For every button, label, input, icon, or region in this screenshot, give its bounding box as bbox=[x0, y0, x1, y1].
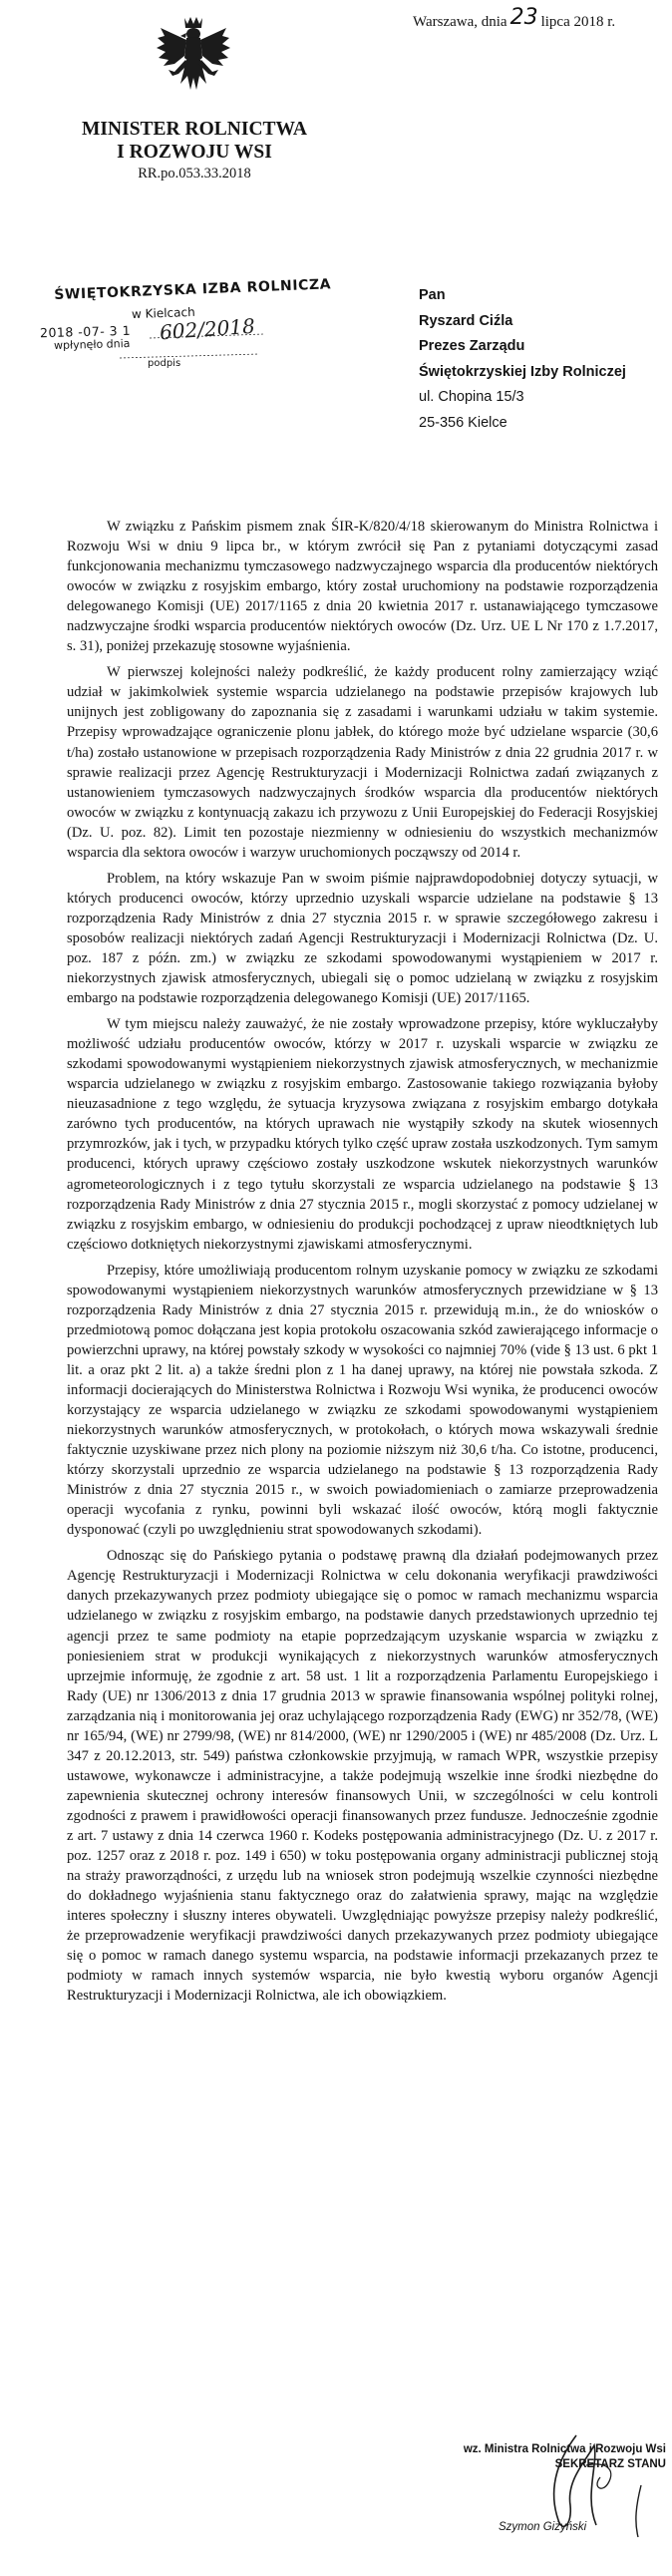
recipient-organization: Świętokrzyskiej Izby Rolniczej bbox=[419, 363, 626, 380]
recipient-name: Ryszard Ciźla bbox=[419, 312, 513, 329]
paragraph: Problem, na który wskazuje Pan w swoim piśmie najprawdopodobniej dotyczy sytuacji, w których producenci owoców, którzy uprzednio uzyskali wsparcie udzielane na podstawie § 13 rozporządzenia Rady Ministrów z dnia 27 stycznia 2015 r. w sprawie szczegółowego zakresu i sposobów realizacji niektórych zadań Agencji Restrukturyzacji i Modernizacji Rolnictwa (Dz. U. poz. 187 z późn. zm.) w związku ze szkodami spowodowanymi wystąpieniem w 2017 r. niekorzystnych zjawisk atmosferycznych, ubiegali się o pomoc udzielaną w związku z rosyjskim embargo na podstawie rozporządzenia delegowanego Komisji (UE) 2017/1165. bbox=[67, 870, 658, 1007]
paragraph: W tym miejscu należy zauważyć, że nie zostały wprowadzone przepisy, które wykluczałyby możliwość udziału producentów owoców, którzy w 2017 r. uzyskali wsparcie w związku ze szkodami spowodowanymi wystąpieniem niekorzystnych zjawisk atmosferycznych, w mechanizmie wsparcia udzielanego w związku z rosyjskim embargo. Zastosowanie takiego rozwiązania byłoby nieuzasadnione z tego względu, że sytuacja kryzysowa związana z rosyjskim embargo dotykała zarówno tych producentów, na których uprawach nie wystąpiły szkody na skutek wiosennych przymrozków, jak i tych, w przypadku których tylko część upraw została uszkodzonych. Tym samym producenci, których uprawy częściowo zostały uszkodzone wskutek niekorzystnych warunków agrometeorologicznych i z tego tytułu skorzystali ze wsparcia udzielanego na podstawie § 13 rozporządzenia Rady Ministrów z dnia 27 stycznia 2015 r., mogli skorzystać z pomocy udzielanej w związku z rosyjskim embargo, w odniesieniu do produkcji pochodzącej z upraw nieodtkniętych lub częściowo dotkniętych niekorzystnymi zjawiskami atmosferycznymi. bbox=[67, 1016, 658, 1253]
recipient-address bbox=[419, 283, 658, 436]
recipient-salutation: Pan bbox=[419, 287, 446, 303]
paragraph: W pierwszej kolejności należy podkreślić, że każdy producent rolny zamierzający wziąć udział w jakimkolwiek systemie wsparcia udzielanego na podstawie przepisów krajowych lub unijnych jest zobligowany do zapoznania się z zasadami i warunkami udziału w takim systemie. Przepisy wprowadzające ograniczenie plonu jabłek, do którego może być udzielane wsparcie (30,6 t/ha) zostało ustanowione w przepisach rozporządzenia Rady Ministrów z dnia 22 grudnia 2017 r. w sprawie realizacji przez Agencję Restrukturyzacji i Modernizacji Rolnictwa zadań związanych z ustanowieniem tymczasowych nadzwyczajnych środków wsparcia dla producentów niektórych owoców w związku z kontynuacją zakazu ich przywozu z Unii Europejskiej do Federacji Rosyjskiej (Dz. U. poz. 82). Limit ten pozostaje niezmienny w odniesieniu do wszystkich mechanizmów wsparcia dla sektora owoców i warzyw uruchomionych począwszy od 2014 r. bbox=[67, 664, 658, 861]
paragraph: Odnosząc się do Pańskiego pytania o podstawę prawną dla działań podejmowanych przez Agencję Restrukturyzacji i Modernizacji Rolnictwa w celu dokonania weryfikacji prawdziwości danych przekazywanych przez podmioty ubiegające się o pomoc w ramach mechanizmu wsparcia udzielanego w związku z rosyjskim embargo, na podstawie danych przedstawionych uprzednio tej agencji przez te same podmioty na etapie poprzedzającym uzyskanie wsparcia w związku z poniesieniem strat w produkcji wynikających z niekorzystnych warunków atmosferycznych uprzejmie informuję, że zgodnie z art. 58 ust. 1 lit a rozporządzenia Parlamentu Europejskiego i Rady (UE) nr 1306/2013 z dnia 17 grudnia 2013 w sprawie finansowania wspólnej polityki rolnej, zarządzania nią i monitorowania jej oraz uchylającego rozporządzenia Rady (EWG) nr 352/78, (WE) nr 165/94, (WE) nr 2799/98, (WE) nr 814/2000, (WE) nr 1290/2005 i (WE) nr 485/2008 (Dz. Urz. L 347 z 20.12.2013, str. 549) państwa członkowskie przyjmują, w ramach WPR, wszystkie przepisy ustawowe, wykonawcze i administracyjne, a także podejmują wszelkie inne środki niezbędne do zapewnienia skutecznej ochrony interesów finansowych Unii, w szczególności w celu kontroli zgodności z prawem i prawidłowości operacji finansowanych przez fundusze. Jednocześnie zgodnie z art. 7 ustawy z dnia 14 czerwca 1960 r. Kodeks postępowania administracyjnego (Dz. U. z 2017 r. poz. 1257 oraz z 2018 r. poz. 149 i 650) w toku postępowania organy administracji publicznej stoją na straży praworządności, z urzędu lub na wniosek stron podejmują wszelkie czynności niezbędne do dokładnego wyjaśnienia stanu faktycznego oraz do załatwienia sprawy, mając na względzie interes społeczny i słuszny interes obywateli. Uwzględniając powyższe przepisy należy podkreślić, że przeprowadzenie weryfikacji prawdziwości danych przekazywanych przez podmioty ubiegające się o pomoc w ramach danego systemu wsparcia, na podstawie informacji przekazanych przez te podmioty w ramach innych systemów wsparcia, nie było kwestią wyboru organów Agencji Restrukturyzacji i Modernizacji Rolnictwa, ale ich obowiązkiem. bbox=[67, 1548, 658, 2005]
date-line bbox=[413, 7, 615, 32]
ministry-line-2: I ROZWOJU WSI bbox=[117, 142, 272, 163]
reference-number: RR.po.053.33.2018 bbox=[138, 166, 251, 182]
recipient-street: ul. Chopina 15/3 bbox=[419, 389, 524, 405]
ministry-name bbox=[60, 118, 329, 164]
polish-eagle-emblem-icon bbox=[155, 14, 232, 102]
signature-title bbox=[412, 2442, 666, 2472]
recipient-position: Prezes Zarządu bbox=[419, 338, 525, 354]
date-prefix: Warszawa, dnia bbox=[413, 14, 507, 30]
stamp-handwritten-number: 602/2018 bbox=[159, 313, 256, 345]
stamp-date: 2018 -07- 3 1 bbox=[39, 322, 132, 341]
paragraph: Przepisy, które umożliwiają producentom rolnym uzyskanie pomocy w związku ze szkodami spowodowanymi wystąpieniem niekorzystnych warunków atmosferycznych przewidziane w § 13 rozporządzenia Rady Ministrów z dnia 27 stycznia 2015 r. przewidują m.in., że do wniosków o przedmiotową pomoc dołączana jest kopia protokołu oszacowania szkód zawierającego informacje o powierzchni uprawy, na której powstały szkody w wysokości co najmniej 70% (vide § 13 ust. 6 pkt 1 lit. a oraz pkt 2 lit. a) a także średni plon z 1 ha danej uprawy, na której nie powstała szkoda. Z informacji docierających do Ministerstwa Rolnictwa i Rozwoju Wsi wynika, że producenci owoców korzystający ze wsparcia udzielanego w związku ze szkodami spowodowanymi wystąpieniem niekorzystnych warunków atmosferycznych, w protokołach, o których mowa wskazywali średnie faktycznie uzyskiwane przez nich plony na poziomie niższym niż 30,6 t/ha. Co istotne, producenci, którzy skorzystali uprzednio ze wsparcia udzielanego na podstawie § 13 rozporządzenia Rady Ministrów z dnia 27 stycznia 2015 r., w swoich powiadomieniach o zamiarze przeprowadzenia operacji wycofania z rynku, powinni byli wskazać ilość owoców, którą mogli faktycznie dysponować (czyli po uwzględnieniu strat spowodowanych szkodami). bbox=[67, 1262, 658, 1539]
signature-line-1: wz. Ministra Rolnictwa i Rozwoju Wsi bbox=[463, 2443, 666, 2455]
stamp-institution: ŚWIĘTOKRZYSKA IZBA ROLNICZA bbox=[54, 276, 332, 303]
date-day-handwritten: 23 bbox=[509, 5, 538, 30]
recipient-city: 25-356 Kielce bbox=[419, 414, 507, 431]
stamp-city: w Kielcach bbox=[131, 304, 195, 322]
paragraph: W związku z Pańskim pismem znak ŚIR-K/820/4/18 skierowanym do Ministra Rolnictwa i Rozwoju Wsi w dniu 9 lipca br., w którym zwrócił się Pan z pytaniami dotyczącymi zasad funkcjonowania mechanizmu tymczasowego nadzwyczajnego wsparcia dla producentów niektórych owoców w związku z rosyjskim embargo, który został uruchomiony na podstawie rozporządzenia delegowanego Komisji (UE) 2017/1165 z dnia 20 kwietnia 2017 r. ustanawiającego tymczasowe nadzwyczajne środki wsparcia producentów niektórych owoców (Dz. Urz. UE L Nr 170 z 1.7.2017, s. 31), poniżej przekazuję stosowne wyjaśnienia. bbox=[67, 519, 658, 655]
letter-body bbox=[67, 517, 658, 2006]
ministry-line-1: MINISTER ROLNICTWA bbox=[82, 119, 307, 140]
stamp-signature-label: podpis bbox=[148, 358, 181, 369]
signature-line-2: SEKRETARZ STANU bbox=[554, 2458, 666, 2470]
date-suffix: lipca 2018 r. bbox=[540, 14, 616, 30]
signatory-name: Szymon Giżyński bbox=[499, 2521, 587, 2533]
stamp-received-label: wpłynęło dnia bbox=[53, 337, 131, 352]
